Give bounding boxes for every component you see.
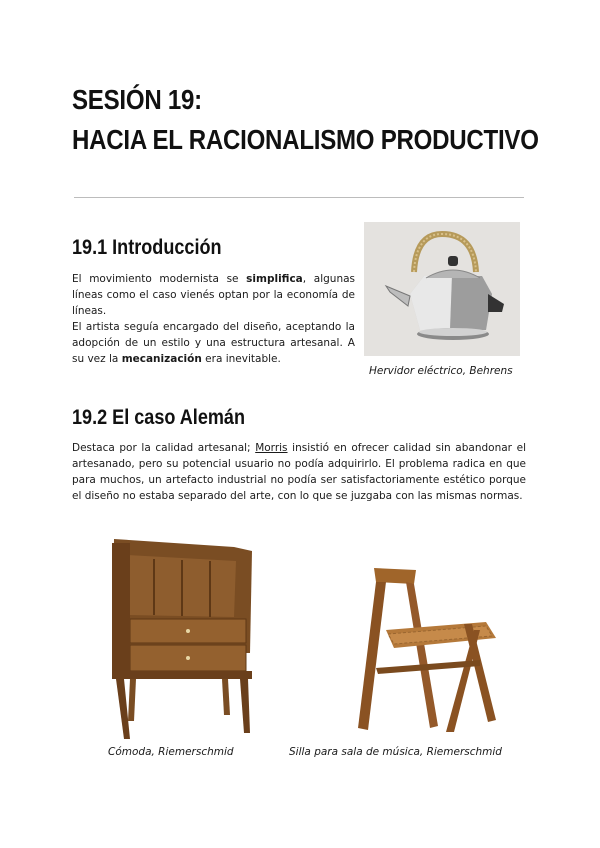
section-2-paragraph: Destaca por la calidad artesanal; Morris insistió en ofrecer calidad sin abandonar el artesanado, pero su potencial usuario no podía adquirirlo. El problema radica en que para muchos, un artefacto industrial no podía ser satisfactoriamente estético porque el diseño no estaba separado del arte, con lo que se juzgaba con las mismas normas. <box>72 442 526 502</box>
section-1-paragraph-2: El artista seguía encargado del diseño, aceptando la adopción de un estilo y una estructura artesanal. A su vez la mecanización era inevitable. <box>72 321 355 365</box>
kettle-caption: Hervidor eléctrico, Behrens <box>369 365 513 377</box>
title-line-1: SESIÓN 19: <box>72 84 202 115</box>
chair-image <box>346 560 506 742</box>
morris-link[interactable]: Morris <box>255 442 288 454</box>
bold-term: mecanización <box>121 353 202 365</box>
title-divider <box>74 197 524 198</box>
page-title <box>72 80 539 160</box>
section-2-heading: 19.2 El caso Alemán <box>72 406 246 429</box>
cabinet-caption: Cómoda, Riemerschmid <box>108 746 234 758</box>
cabinet-image <box>104 533 254 743</box>
bold-term: simplifica <box>246 273 303 285</box>
chair-caption: Silla para sala de música, Riemerschmid <box>289 746 502 758</box>
title-line-2: HACIA EL RACIONALISMO PRODUCTIVO <box>72 124 539 155</box>
kettle-image <box>364 222 520 356</box>
section-1-paragraph-1: El movimiento modernista se simplifica, algunas líneas como el caso vienés optan por la economía de líneas. <box>72 273 355 317</box>
section-1-heading: 19.1 Introducción <box>72 236 222 259</box>
